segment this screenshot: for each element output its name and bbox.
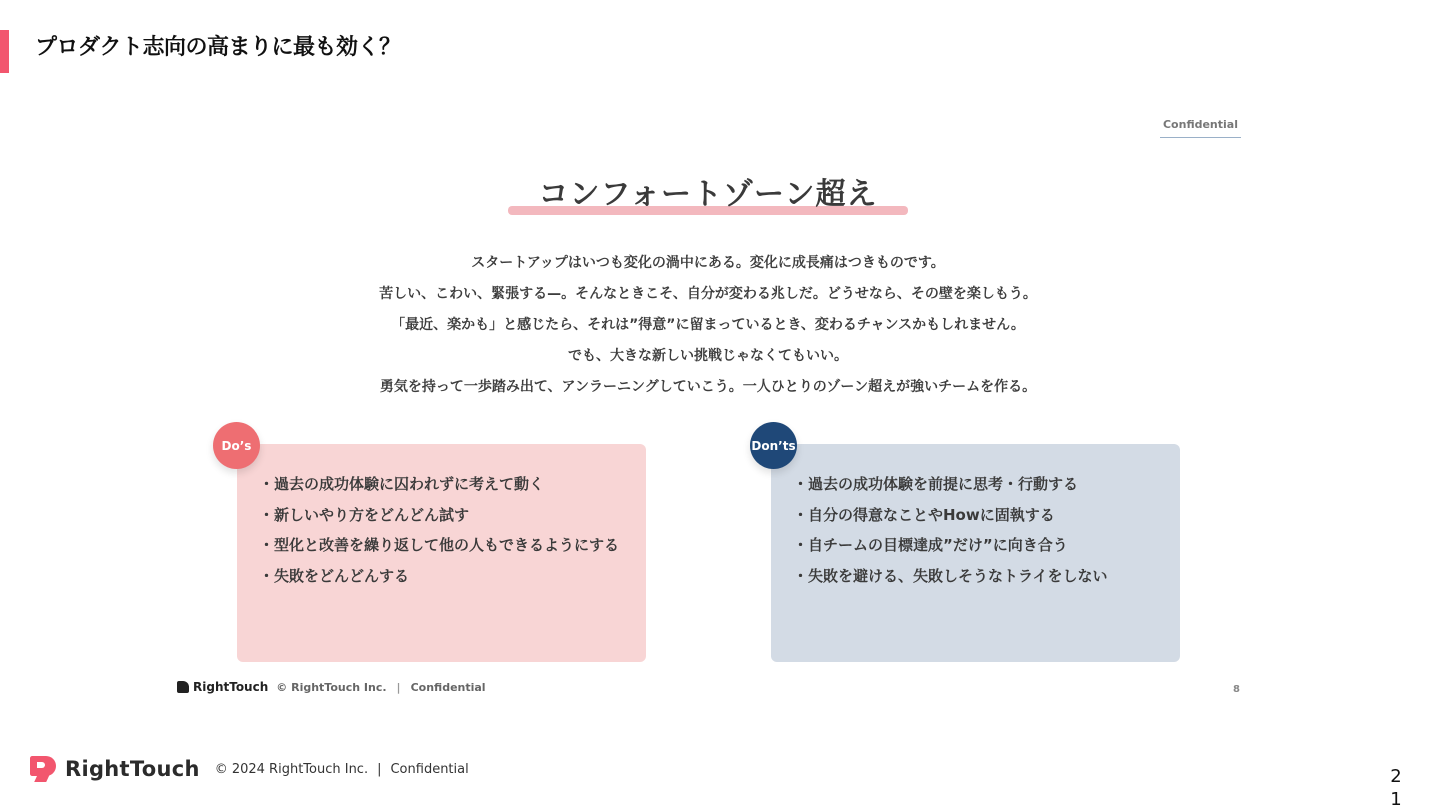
donts-item: ・自チームの目標達成”だけ”に向き合う xyxy=(793,536,1068,554)
righttouch-logo-icon xyxy=(30,756,56,782)
page-number: 21 xyxy=(1390,766,1402,810)
dos-item: ・型化と改善を繰り返して他の人もできるようにする xyxy=(259,536,620,554)
slide-copyright: © RightTouch Inc. xyxy=(276,680,387,694)
slide-paragraph xyxy=(163,248,1253,403)
paragraph-line: 苦しい、こわい、緊張する—。そんなときこそ、自分が変わる兆しだ。どうせなら、その壁を楽しもう。 xyxy=(379,286,1037,302)
paragraph-line: 勇気を持って一歩踏み出て、アンラーニングしていこう。一人ひとりのゾーン超えが強いチームを作る。 xyxy=(379,379,1037,395)
footer-confidential: Confidential xyxy=(390,761,469,777)
paragraph-line: 「最近、楽かも」と感じたら、それは”得意”に留まっているとき、変わるチャンスかもしれません。 xyxy=(391,317,1025,333)
donts-badge: Don’ts xyxy=(750,422,797,469)
donts-item: ・自分の得意なことやHowに固執する xyxy=(793,505,1055,524)
page-title: プロダクト志向の高まりに最も効く？ xyxy=(35,35,401,60)
donts-list xyxy=(771,444,1180,591)
dos-list xyxy=(237,444,646,591)
dos-card xyxy=(237,444,646,662)
donts-item: ・失敗を避ける、失敗しそうなトライをしない xyxy=(793,566,1108,585)
footer-logo-text: RightTouch xyxy=(65,757,200,781)
footer-copyright: © 2024 RightTouch Inc. xyxy=(214,761,369,777)
title-accent-bar xyxy=(0,30,9,73)
confidential-tag: Confidential xyxy=(1160,118,1241,138)
dos-item: ・過去の成功体験に囚われずに考えて動く xyxy=(259,475,545,493)
dos-item: ・失敗をどんどんする xyxy=(259,566,410,585)
slide-footer xyxy=(177,680,486,694)
paragraph-line: スタートアップはいつも変化の渦中にある。変化に成長痛はつきものです。 xyxy=(471,255,945,271)
slide-image xyxy=(163,100,1253,710)
righttouch-logo-icon xyxy=(177,681,189,693)
paragraph-line: でも、大きな新しい挑戦じゃなくてもいい。 xyxy=(568,348,848,364)
page-footer xyxy=(30,756,469,782)
footer-separator: | xyxy=(377,761,382,777)
donts-card xyxy=(771,444,1180,662)
slide-heading-group xyxy=(508,172,908,217)
slide-logo-text: RightTouch xyxy=(193,680,269,694)
dos-badge: Do’s xyxy=(213,422,260,469)
slide-heading: コンフォートゾーン超え xyxy=(538,177,878,212)
slide-footer-confidential: Confidential xyxy=(410,680,486,694)
slide-logo xyxy=(177,680,268,694)
donts-item: ・過去の成功体験を前提に思考・行動する xyxy=(793,475,1079,493)
slide-footer-separator: | xyxy=(396,680,401,694)
dos-item: ・新しいやり方をどんどん試す xyxy=(259,505,470,524)
slide-number: 8 xyxy=(1233,684,1240,695)
